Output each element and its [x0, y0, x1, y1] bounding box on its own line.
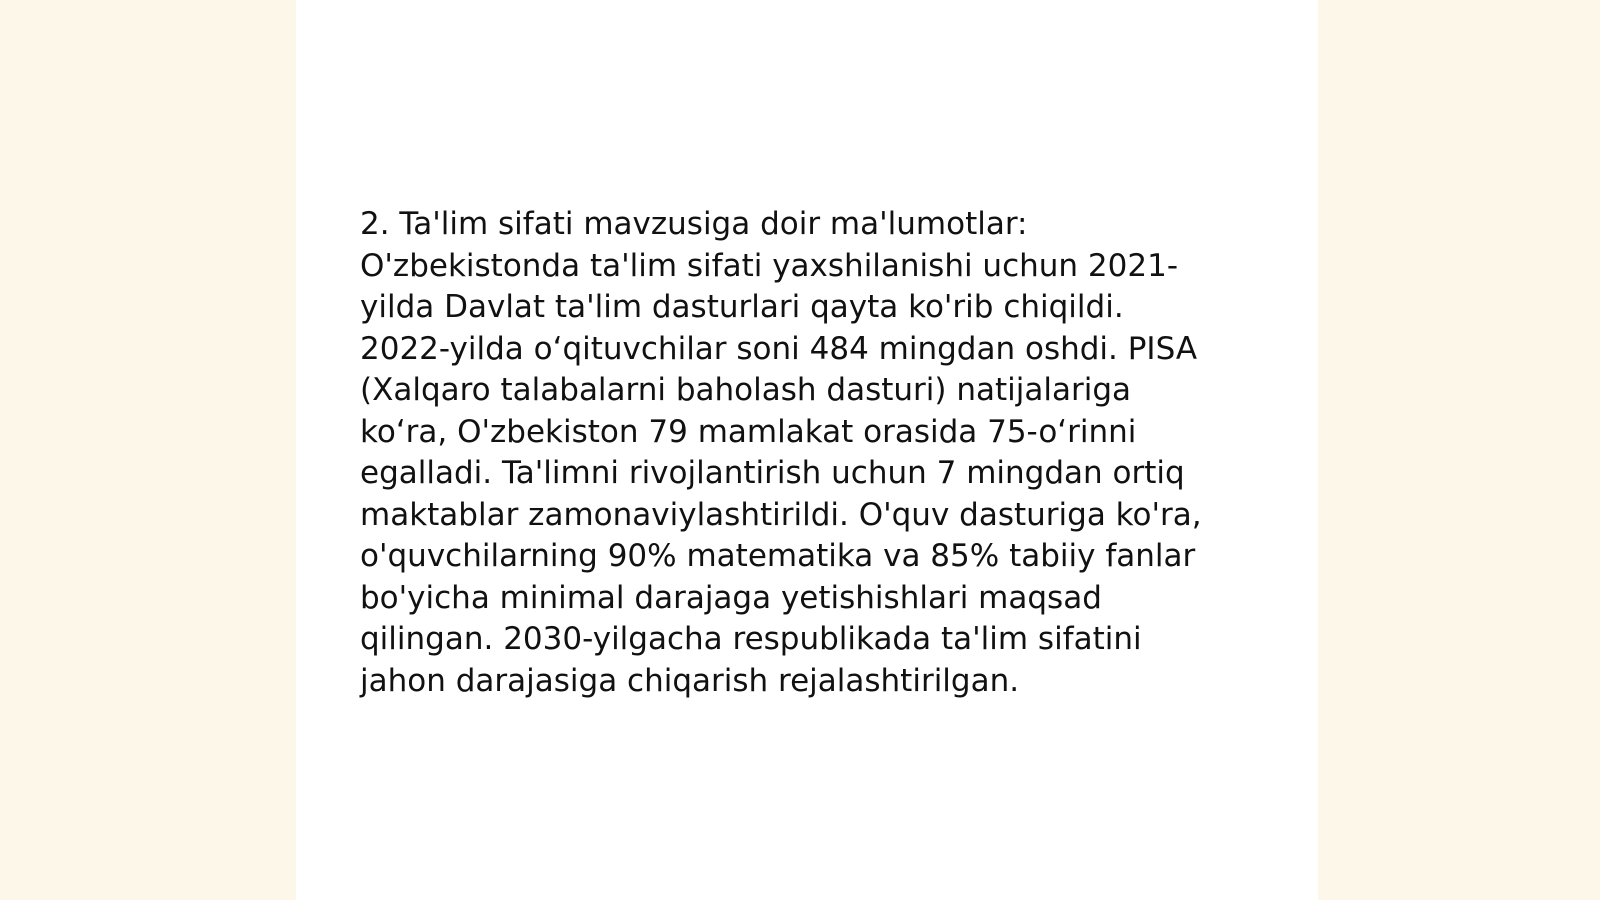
slide [296, 0, 1318, 900]
slide-body-text: 2. Ta'lim sifati mavzusiga doir ma'lumotlar: O'zbekistonda ta'lim sifati yaxshilanishi uchun 2021- yilda Davlat ta'lim dasturlari qayta ko'rib chiqildi. 2022-yilda oʻqituvchilar soni 484 mingdan oshdi. PISA (Xalqaro talabalarni baholash dasturi) natijalariga koʻra, O'zbekiston 79 mamlakat orasida 75-oʻrinni egalladi. Ta'limni rivojlantirish uchun 7 mingdan ortiq maktablar zamonaviylashtirildi. O'quv dasturiga ko'ra, o'quvchilarning 90% matematika va 85% tabiiy fanlar bo'yicha minimal darajaga yetishishlari maqsad qilingan. 2030-yilgacha respublikada ta'lim sifatini jahon darajasiga chiqarish rejalashtirilgan. [360, 206, 1202, 699]
